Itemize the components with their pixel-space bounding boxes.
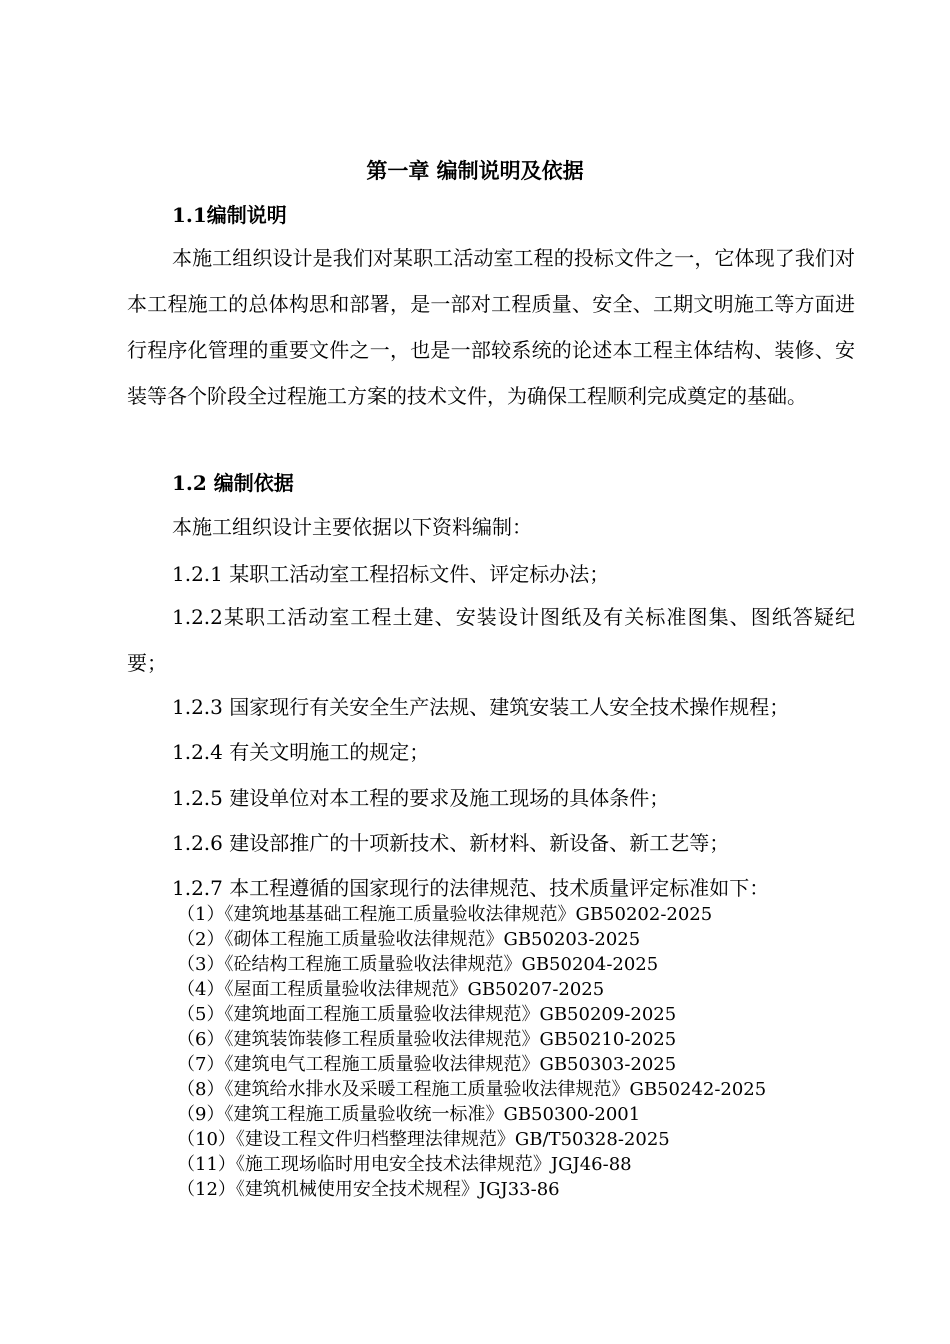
reference-item: （6）《建筑装饰装修工程质量验收法律规范》GB50210-2025 [177, 1029, 677, 1050]
basis-item-1: 1.2.1 某职工活动室工程招标文件、评定标办法； [172, 562, 610, 586]
chapter-title: 第一章 编制说明及依据 [366, 158, 584, 183]
basis-item-2: 1.2.2某职工活动室工程土建、安装设计图纸及有关标准图集、图纸答疑纪要； [127, 605, 855, 675]
section-1-2-intro: 本施工组织设计主要依据以下资料编制： [172, 515, 532, 539]
basis-item-6: 1.2.6 建设部推广的十项新技术、新材料、新设备、新工艺等； [172, 831, 730, 855]
reference-item: （7）《建筑电气工程施工质量验收法律规范》GB50303-2025 [177, 1054, 677, 1075]
reference-list [127, 902, 855, 1202]
reference-item: （3）《砼结构工程施工质量验收法律规范》GB50204-2025 [177, 954, 659, 975]
section-1-1-heading: 1.1编制说明 [172, 203, 287, 227]
reference-item: （8）《建筑给水排水及采暖工程施工质量验收法律规范》GB50242-2025 [177, 1079, 767, 1100]
basis-item-3: 1.2.3 国家现行有关安全生产法规、建筑安装工人安全技术操作规程； [172, 695, 790, 719]
reference-item: （11）《施工现场临时用电安全技术法律规范》JGJ46-88 [177, 1154, 632, 1175]
basis-item-4: 1.2.4 有关文明施工的规定； [172, 740, 430, 764]
reference-item: （12）《建筑机械使用安全技术规程》JGJ33-86 [177, 1179, 560, 1200]
reference-item: （4）《屋面工程质量验收法律规范》GB50207-2025 [177, 979, 605, 1000]
section-1-2-heading: 1.2 编制依据 [172, 471, 294, 495]
reference-item: （10）《建设工程文件归档整理法律规范》GB/T50328-2025 [177, 1129, 670, 1150]
section-1-1-paragraph: 本施工组织设计是我们对某职工活动室工程的投标文件之一，它体现了我们对本工程施工的总体构思和部署，是一部对工程质量、安全、工期文明施工等方面进行程序化管理的重要文件之一，也是一部较系统的论述本工程主体结构、装修、安装等各个阶段全过程施工方案的技术文件，为确保工程顺利完成奠定的基础。 [127, 246, 855, 408]
basis-item-5: 1.2.5 建设单位对本工程的要求及施工现场的具体条件； [172, 786, 670, 810]
reference-item: （1）《建筑地基基础工程施工质量验收法律规范》GB50202-2025 [177, 904, 713, 925]
basis-item-7: 1.2.7 本工程遵循的国家现行的法律规范、技术质量评定标准如下： [172, 876, 770, 900]
reference-item: （2）《砌体工程施工质量验收法律规范》GB50203-2025 [177, 929, 641, 950]
reference-item: （5）《建筑地面工程施工质量验收法律规范》GB50209-2025 [177, 1004, 677, 1025]
reference-item: （9）《建筑工程施工质量验收统一标准》GB50300-2001 [177, 1104, 641, 1125]
